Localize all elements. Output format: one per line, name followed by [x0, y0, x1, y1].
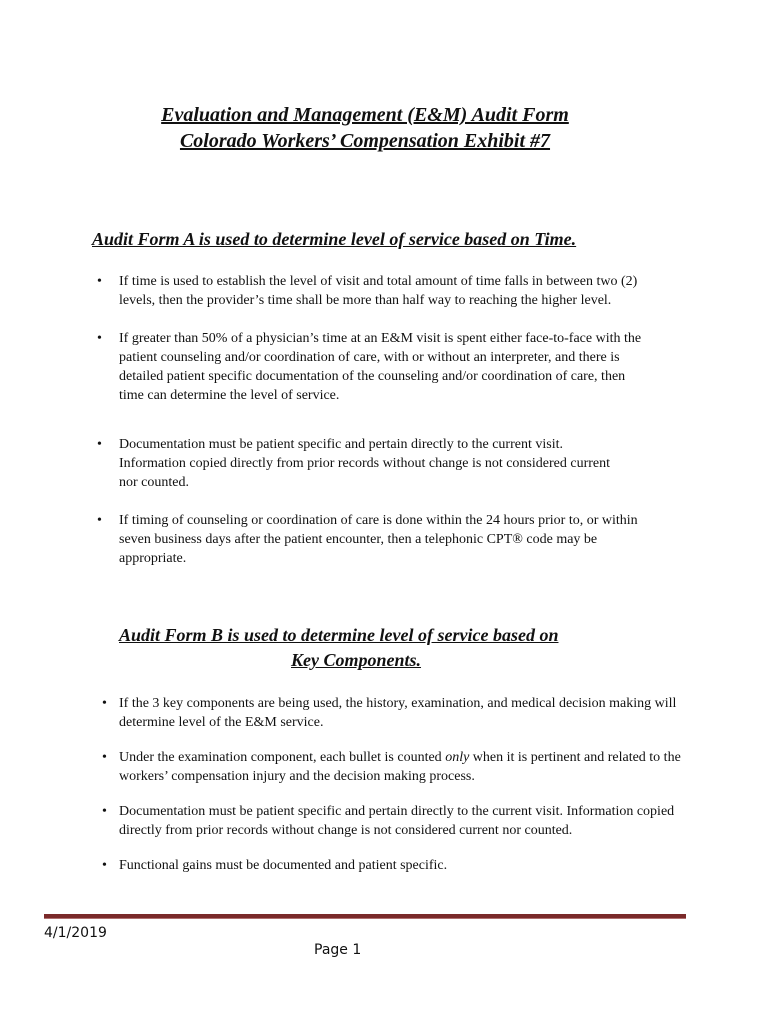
page-number: Page 1 [314, 942, 362, 958]
bullet-text: If greater than 50% of a physician’s time at an E&M visit is spent either face-to-face with the patient counseling and/or coordination of care, with or without an interpreter, and there is detailed patient specific documentation of the counseling and/or coordination of care, then time can determine the level of service. [119, 331, 642, 403]
list-item [102, 802, 689, 840]
title-line-2: Colorado Workers’ Compensation Exhibit #7 [179, 130, 551, 152]
form-b-heading-line-1: Audit Form B is used to determine level of service based on [119, 625, 559, 645]
footer-divider [44, 914, 686, 919]
bullet-text-end: when it is pertinent and related to the workers’ compensation injury and the decision making process. [119, 750, 681, 784]
bullet-icon: • [102, 750, 107, 765]
list-item [102, 748, 711, 786]
bullet-text: Documentation must be patient specific and pertain directly to the current visit. Information copied directly from prior records without change is not considered current nor counted. [119, 437, 611, 490]
form-a-bullet-list [97, 272, 649, 568]
bullet-icon: • [102, 858, 107, 873]
bullet-icon: • [97, 274, 102, 289]
form-b-bullet-list [102, 694, 711, 875]
bullet-icon: • [97, 331, 102, 346]
bullet-text: If the 3 key components are being used, the history, examination, and medical decision making will determine level of the E&M service. [119, 696, 677, 730]
list-item [97, 511, 644, 568]
list-item [97, 272, 649, 310]
bullet-text-start: Under the examination component, each bullet is counted [119, 750, 446, 765]
list-item [97, 329, 647, 405]
bullet-icon: • [102, 696, 107, 711]
emphasis-text: only [445, 750, 470, 765]
bullet-text: If timing of counseling or coordination of care is done within the 24 hours prior to, or within seven business days after the patient encounter, then a telephonic CPT® code may be appropriate. [119, 513, 638, 566]
footer-date: 4/1/2019 [44, 925, 107, 941]
bullet-text: Documentation must be patient specific and pertain directly to the current visit. Information copied directly from prior records without change is not considered current nor counted. [119, 804, 675, 838]
form-b-heading-line-2: Key Components. [291, 650, 422, 670]
list-item [97, 435, 619, 492]
bullet-icon: • [97, 437, 102, 452]
list-item [102, 694, 711, 732]
bullet-text: Functional gains must be documented and patient specific. [119, 858, 448, 873]
list-item [102, 856, 711, 875]
bullet-icon: • [97, 513, 102, 528]
bullet-icon: • [102, 804, 107, 819]
title-line-1: Evaluation and Management (E&M) Audit Form [161, 104, 569, 126]
form-a-heading: Audit Form A is used to determine level of service based on Time. [92, 229, 577, 249]
bullet-text: If time is used to establish the level of visit and total amount of time falls in between two (2) levels, then the provider’s time shall be more than half way to reaching the higher level. [119, 274, 638, 308]
